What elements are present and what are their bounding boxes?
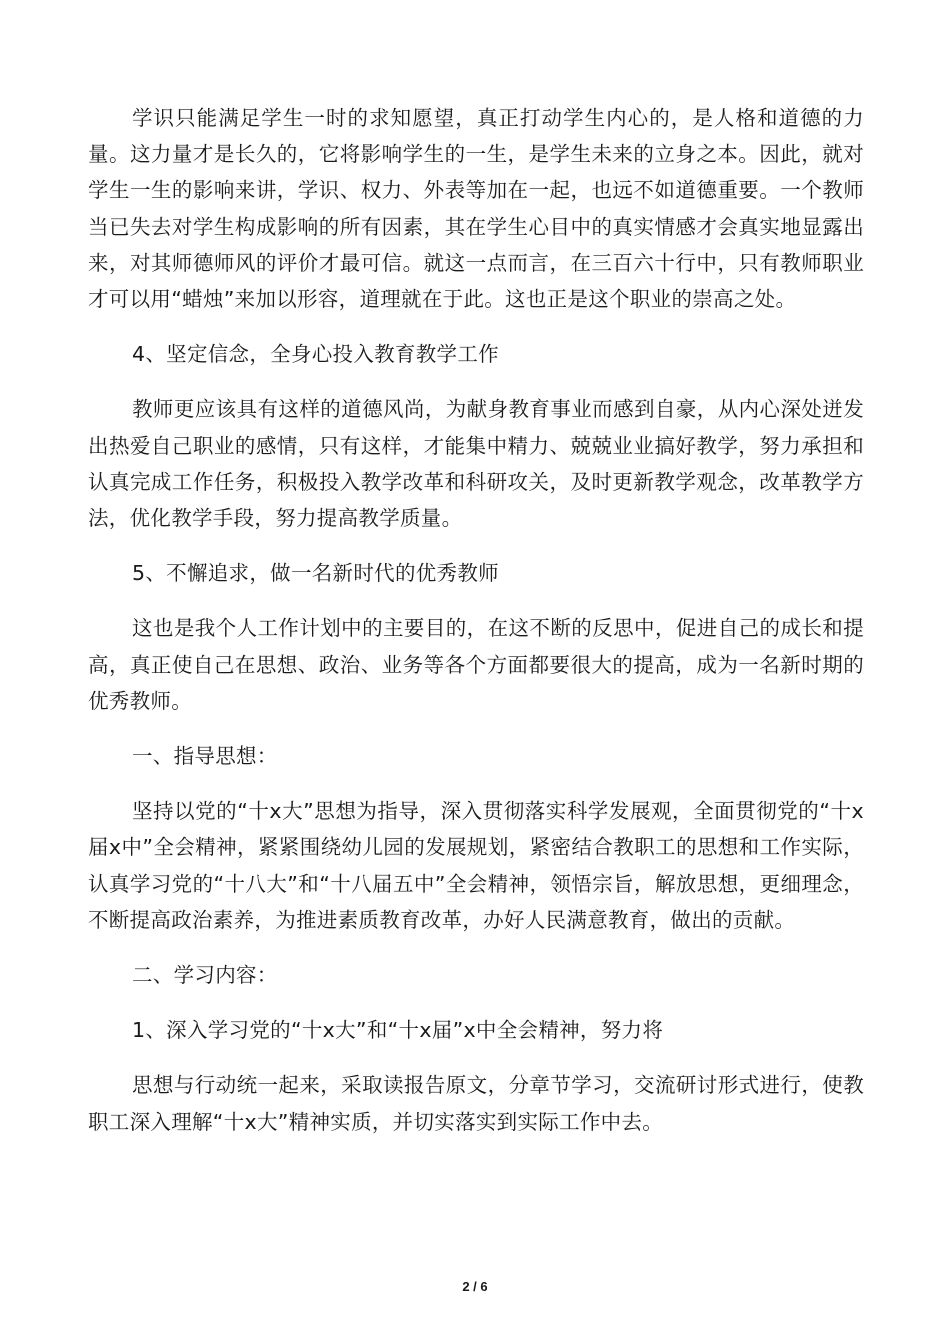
paragraph-moral-power: 学识只能满足学生一时的求知愿望，真正打动学生内心的，是人格和道德的力量。这力量才是长久的，它将影响学生的一生，是学生未来的立身之本。因此，就对学生一生的影响来讲，学识、权力、外表等加在一起，也远不如道德重要。一个教师当已失去对学生构成影响的所有因素，其在学生心目中的真实情感才会真实地显露出来，对其师德师风的评价才最可信。就这一点而言，在三百六十行中，只有教师职业才可以用“蜡烛”来加以形容，道理就在于此。这也正是这个职业的崇高之处。 [88,106,864,312]
page-number: 2 / 6 [462,1279,488,1294]
paragraph-spacer [88,938,864,957]
list-item-study-spirit: 1、深入学习党的“十x大”和“十x届”x中全会精神，努力将 [132,1018,664,1043]
paragraph-study-method: 思想与行动统一起来，采取读报告原文，分章节学习，交流研讨形式进行，使教职工深入理解“十x大”精神实质，并切实落实到实际工作中去。 [88,1073,864,1134]
paragraph-spacer [88,317,864,336]
paragraph-work-plan-goal: 这也是我个人工作计划中的主要目的，在这不断的反思中，促进自己的成长和提高，真正使自己在思想、政治、业务等各个方面都要很大的提高，成为一名新时期的优秀教师。 [88,616,864,713]
paragraph-spacer [88,536,864,555]
paragraph-teacher-morality: 教师更应该具有这样的道德风尚，为献身教育事业而感到自豪，从内心深处迸发出热爱自己职业的感情，只有这样，才能集中精力、兢兢业业搞好教学，努力承担和认真完成工作任务，积极投入教学改革和科研攻关，及时更新教学观念，改革教学方法，优化教学手段，努力提高教学质量。 [88,397,864,531]
heading-firm-belief: 4、坚定信念，全身心投入教育教学工作 [132,342,499,367]
document-body [88,100,864,1140]
heading-pursuit: 5、不懈追求，做一名新时代的优秀教师 [132,561,499,586]
paragraph-guiding-thought: 坚持以党的“十x大”思想为指导，深入贯彻落实科学发展观，全面贯彻党的“十x届x中”全会精神，紧紧围绕幼儿园的发展规划，紧密结合教职工的思想和工作实际，认真学习党的“十八大”和“十八届五中”全会精神，领悟宗旨，解放思想，更细理念，不断提高政治素养，为推进素质教育改革，办好人民满意教育，做出的贡献。 [88,799,864,932]
paragraph-spacer [88,993,864,1012]
paragraph-spacer [88,1048,864,1067]
heading-guiding-thought: 一、指导思想： [132,744,278,769]
paragraph-spacer [88,372,864,391]
paragraph-spacer [88,719,864,738]
paragraph-spacer [88,591,864,610]
heading-study-content: 二、学习内容： [132,963,278,988]
paragraph-spacer [88,774,864,793]
